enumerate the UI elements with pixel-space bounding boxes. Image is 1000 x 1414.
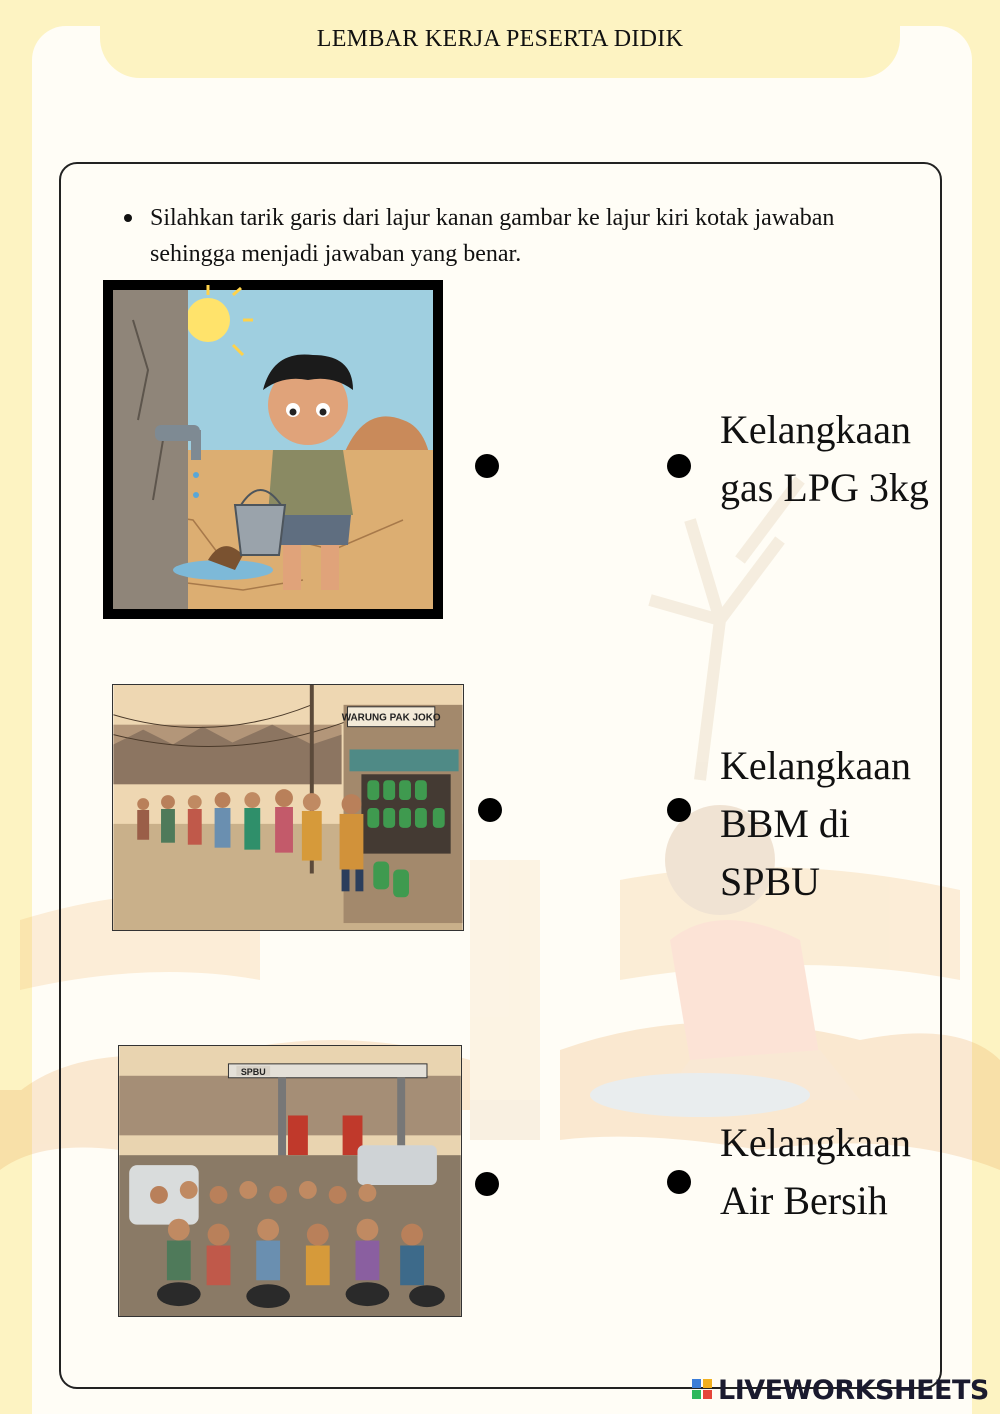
answer-box-2 — [720, 737, 950, 911]
bullet-icon — [124, 214, 132, 222]
answer-2-line-1: Kelangkaan — [720, 743, 912, 788]
answer-3-line-1: Kelangkaan — [720, 1120, 912, 1165]
instruction-block — [120, 200, 860, 272]
answer-connector-dot-3[interactable] — [667, 1170, 691, 1194]
answer-box-1 — [720, 401, 950, 517]
answer-3-line-2: Air Bersih — [720, 1178, 888, 1223]
picture-connector-dot-3[interactable] — [475, 1172, 499, 1196]
boy-drought-water-tap-illustration — [103, 280, 443, 619]
fuel-station-queue-illustration — [119, 1046, 461, 1316]
picture-fuel-queue — [118, 1045, 462, 1317]
answer-connector-dot-2[interactable] — [667, 798, 691, 822]
liveworksheets-logo-icon — [692, 1377, 714, 1403]
answer-2-line-3: SPBU — [720, 859, 821, 904]
picture-water-scarcity — [103, 280, 443, 619]
answer-1-line-2: gas LPG 3kg — [720, 465, 929, 510]
answer-box-3 — [720, 1114, 950, 1230]
liveworksheets-logo-text: LIVEWORKSHEETS — [718, 1374, 989, 1406]
answer-2-line-2: BBM di — [720, 801, 851, 846]
picture-lpg-queue — [112, 684, 464, 931]
answer-1-line-1: Kelangkaan — [720, 407, 912, 452]
instruction-text: Silahkan tarik garis dari lajur kanan gambar ke lajur kiri kotak jawaban sehingga menjadi jawaban yang benar. — [150, 205, 835, 267]
shop-sign-text: WARUNG PAK JOKO — [341, 712, 441, 724]
station-sign-text: SPBU — [240, 1066, 266, 1077]
worksheet-title: LEMBAR KERJA PESERTA DIDIK — [316, 26, 684, 52]
worksheet-header — [100, 0, 900, 78]
lpg-gas-queue-illustration — [113, 685, 463, 930]
liveworksheets-logo — [692, 1372, 989, 1408]
picture-connector-dot-1[interactable] — [475, 454, 499, 478]
answer-connector-dot-1[interactable] — [667, 454, 691, 478]
picture-connector-dot-2[interactable] — [478, 798, 502, 822]
